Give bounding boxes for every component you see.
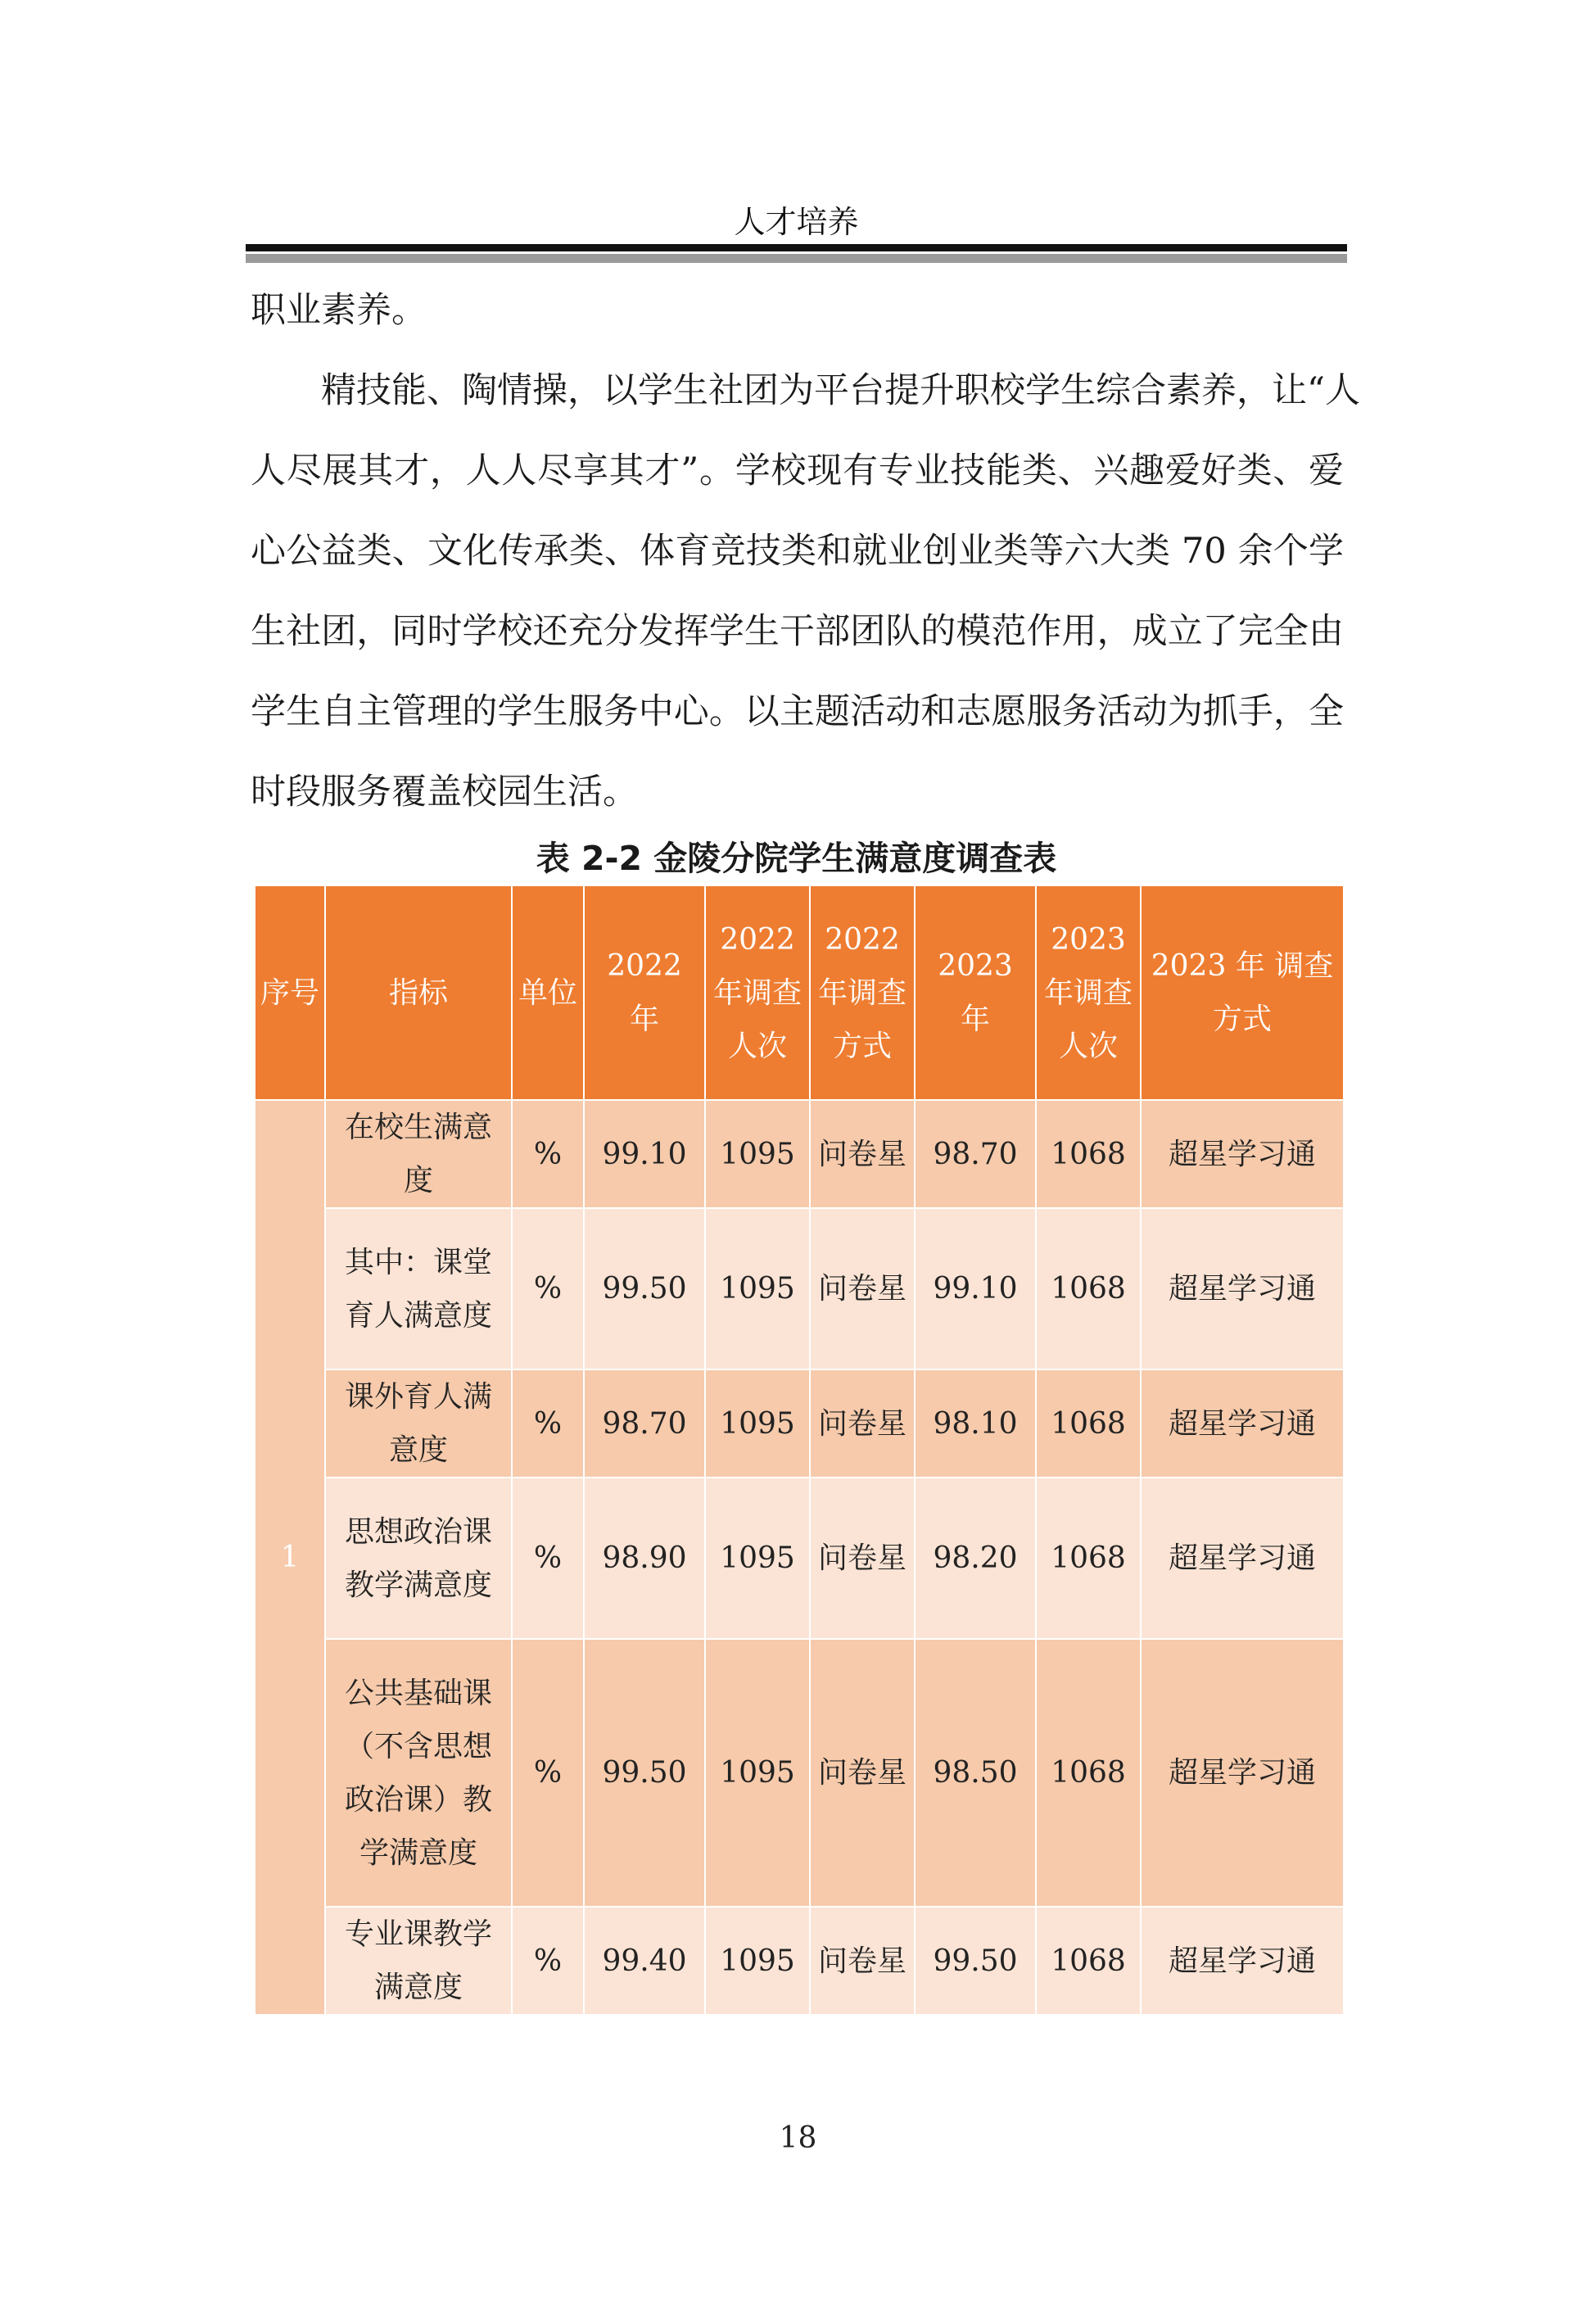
cell-2023-count: 1068 [1036,1478,1141,1639]
body-paragraphs [251,270,1360,832]
header-2022-method: 2022 年调查方式 [810,885,915,1100]
cell-2022-count: 1095 [705,1369,810,1478]
cell-2022-value: 98.70 [584,1369,705,1478]
cell-2023-count: 1068 [1036,1208,1141,1369]
cell-2023-method: 超星学习通 [1141,1100,1344,1208]
cell-2023-method: 超星学习通 [1141,1208,1344,1369]
body-line-2: 精技能、陶情操，以学生社团为平台提升职校学生综合素养，让“人 [321,370,1360,411]
cell-2022-method: 问卷星 [810,1478,915,1639]
table-row [255,1369,1344,1478]
cell-2023-method: 超星学习通 [1141,1907,1344,2015]
table-row [255,1208,1344,1369]
cell-unit: % [512,1369,584,1478]
header-rule-thick [246,244,1347,251]
header-2022-value: 2022 年 [584,885,705,1100]
cell-2023-value: 98.70 [915,1100,1036,1208]
cell-indicator: 在校生满意度 [325,1100,512,1208]
cell-2022-value: 99.40 [584,1907,705,2015]
header-index: 序号 [255,885,325,1100]
body-line-5: 生社团，同时学校还充分发挥学生干部团队的模范作用，成立了完全由 [251,611,1344,652]
body-line-6: 学生自主管理的学生服务中心。以主题活动和志愿服务活动为抓手，全 [251,691,1344,732]
cell-2023-method: 超星学习通 [1141,1639,1344,1907]
cell-indicator: 思想政治课教学满意度 [325,1478,512,1639]
cell-2023-value: 98.50 [915,1639,1036,1907]
table-row [255,1907,1344,2015]
row-index: 1 [255,1100,325,2015]
cell-2022-method: 问卷星 [810,1100,915,1208]
cell-2022-value: 98.90 [584,1478,705,1639]
cell-2022-count: 1095 [705,1907,810,2015]
cell-indicator: 专业课教学满意度 [325,1907,512,2015]
header-rule-thin [246,254,1347,263]
header-indicator: 指标 [325,885,512,1100]
cell-2023-count: 1068 [1036,1639,1141,1907]
cell-2023-value: 99.50 [915,1907,1036,2015]
header-unit: 单位 [512,885,584,1100]
body-line-7: 时段服务覆盖校园生活。 [251,772,638,812]
satisfaction-table [254,885,1345,2016]
body-line-1: 职业素养。 [251,290,427,331]
body-line-3: 人尽展其才，人人尽享其才”。学校现有专业技能类、兴趣爱好类、爱 [251,450,1344,491]
cell-unit: % [512,1478,584,1639]
table-header-row [255,885,1344,1100]
cell-2022-method: 问卷星 [810,1369,915,1478]
table-caption: 表 2-2 金陵分院学生满意度调查表 [536,839,1057,878]
cell-2023-value: 99.10 [915,1208,1036,1369]
page-header-title: 人才培养 [734,204,859,240]
cell-indicator: 其中：课堂育人满意度 [325,1208,512,1369]
cell-2022-count: 1095 [705,1478,810,1639]
cell-unit: % [512,1639,584,1907]
cell-2022-value: 99.50 [584,1208,705,1369]
header-2022-count: 2022 年调查人次 [705,885,810,1100]
cell-2023-value: 98.10 [915,1369,1036,1478]
header-2023-count: 2023 年调查人次 [1036,885,1141,1100]
cell-indicator: 课外育人满意度 [325,1369,512,1478]
cell-2023-count: 1068 [1036,1369,1141,1478]
cell-2023-count: 1068 [1036,1100,1141,1208]
cell-indicator: 公共基础课（不含思想政治课）教学满意度 [325,1639,512,1907]
cell-unit: % [512,1208,584,1369]
cell-2023-method: 超星学习通 [1141,1369,1344,1478]
cell-2022-value: 99.50 [584,1639,705,1907]
cell-unit: % [512,1907,584,2015]
table-row [255,1100,1344,1208]
body-line-4: 心公益类、文化传承类、体育竞技类和就业创业类等六大类 70 余个学 [251,531,1344,572]
cell-unit: % [512,1100,584,1208]
cell-2022-count: 1095 [705,1639,810,1907]
header-2023-method: 2023 年 调查方式 [1141,885,1344,1100]
cell-2023-value: 98.20 [915,1478,1036,1639]
header-2023-value: 2023 年 [915,885,1036,1100]
page-number: 18 [779,2121,817,2155]
cell-2022-count: 1095 [705,1100,810,1208]
cell-2022-value: 99.10 [584,1100,705,1208]
cell-2023-method: 超星学习通 [1141,1478,1344,1639]
cell-2022-method: 问卷星 [810,1639,915,1907]
cell-2023-count: 1068 [1036,1907,1141,2015]
table-row [255,1639,1344,1907]
cell-2022-count: 1095 [705,1208,810,1369]
cell-2022-method: 问卷星 [810,1208,915,1369]
table-row [255,1478,1344,1639]
cell-2022-method: 问卷星 [810,1907,915,2015]
